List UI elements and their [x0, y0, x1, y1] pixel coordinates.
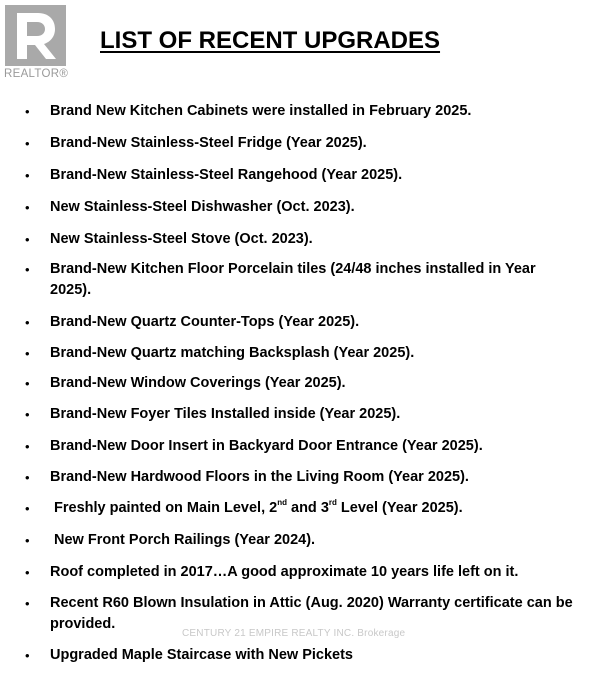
list-item-text: Brand-New Kitchen Floor Porcelain tiles (24/48 inches installed in Year 2025). [50, 261, 536, 298]
bullet: • [25, 501, 30, 516]
bullet: • [25, 376, 30, 391]
list-item-text: Freshly painted on Main Level, 2nd and 3rd Level (Year 2025). [54, 498, 463, 516]
bullet: • [25, 346, 30, 361]
bullet: • [25, 168, 30, 183]
list-item-text: Brand-New Quartz matching Backsplash (Year 2025). [50, 345, 415, 361]
bullet: • [25, 315, 30, 330]
list-item-text: Brand-New Hardwood Floors in the Living Room (Year 2025). [50, 469, 469, 485]
list-item-text: Brand-New Quartz Counter-Tops (Year 2025). [50, 314, 360, 330]
list-item-text: Roof completed in 2017…A good approximate 10 years life left on it. [50, 564, 519, 580]
bullet: • [25, 407, 30, 422]
bullet: • [25, 648, 30, 663]
list-item-text: Brand-New Foyer Tiles Installed inside (Year 2025). [50, 406, 401, 422]
bullet: • [25, 565, 30, 580]
realtor-wordmark: REALTOR® [4, 68, 69, 80]
bullet: • [25, 596, 30, 611]
bullet: • [25, 533, 30, 548]
list-item-text: Brand-New Door Insert in Backyard Door Entrance (Year 2025). [50, 438, 483, 454]
list-item-text: New Front Porch Railings (Year 2024). [54, 532, 316, 548]
list-item-text: Brand-New Stainless-Steel Fridge (Year 2025). [50, 135, 367, 151]
bullet: • [25, 232, 30, 247]
bullet: • [25, 262, 30, 277]
list-item-text: New Stainless-Steel Dishwasher (Oct. 2023). [50, 199, 355, 215]
page-title: LIST OF RECENT UPGRADES [100, 27, 441, 54]
list-item-text: Recent R60 Blown Insulation in Attic (Aug. 2020) Warranty certificate can be provided. [50, 595, 573, 632]
list-item-text: Brand-New Window Coverings (Year 2025). [50, 375, 346, 391]
list-item-text: Brand New Kitchen Cabinets were installed in February 2025. [50, 103, 472, 119]
list-item-text: Upgraded Maple Staircase with New Pickets [50, 647, 353, 663]
bullet: • [25, 470, 30, 485]
bullet: • [25, 104, 30, 119]
bullet: • [25, 136, 30, 151]
list-item-text: New Stainless-Steel Stove (Oct. 2023). [50, 231, 313, 247]
list-item-text: Brand-New Stainless-Steel Rangehood (Year 2025). [50, 167, 403, 183]
brokerage-watermark: CENTURY 21 EMPIRE REALTY INC. Brokerage [182, 628, 406, 639]
bullet: • [25, 200, 30, 215]
bullet: • [25, 439, 30, 454]
